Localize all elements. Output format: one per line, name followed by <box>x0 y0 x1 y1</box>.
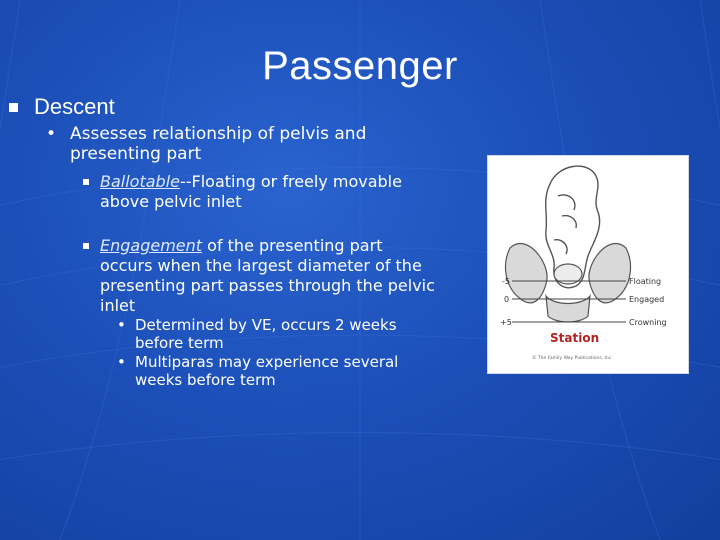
dot-bullet-icon: • <box>117 316 126 334</box>
engagement-link[interactable]: Engagement <box>100 236 203 255</box>
dot-bullet-icon: • <box>46 124 57 144</box>
bullet-descent: Descent <box>34 94 115 120</box>
bullet-assesses: • Assesses relationship of pelvis and presenting part <box>46 124 367 164</box>
label-crowning: Crowning <box>629 318 667 327</box>
slide-title: Passenger <box>262 44 458 88</box>
label-floating: Floating <box>629 277 662 286</box>
label-engaged: Engaged <box>629 295 665 304</box>
station-figure <box>487 155 689 374</box>
sub-bullet-determined: • Determined by VE, occurs 2 weeks before term <box>117 316 397 352</box>
station-mark-zero: 0 <box>504 295 510 304</box>
dot-bullet-icon: • <box>117 353 126 371</box>
figure-caption: Station <box>550 331 600 345</box>
sub-bullet-multiparas: • Multiparas may experience several weeks before term <box>117 353 399 389</box>
ballotable-link[interactable]: Ballotable <box>100 172 180 191</box>
station-mark-plus5: +5 <box>500 318 512 327</box>
station-diagram <box>488 156 688 373</box>
square-bullet-icon <box>9 103 18 112</box>
square-bullet-icon <box>83 243 89 249</box>
bullet-ballotable: Ballotable--Floating or freely movable above pelvic inlet <box>100 172 435 212</box>
square-bullet-icon <box>83 179 89 185</box>
station-mark-minus5: -5 <box>502 277 510 286</box>
bullet-engagement: Engagement of the presenting part occurs when the largest diameter of the presenting part passes through the pelvic inlet <box>100 236 435 316</box>
figure-credit: © The Family Way Publications, Inc. <box>532 356 613 361</box>
